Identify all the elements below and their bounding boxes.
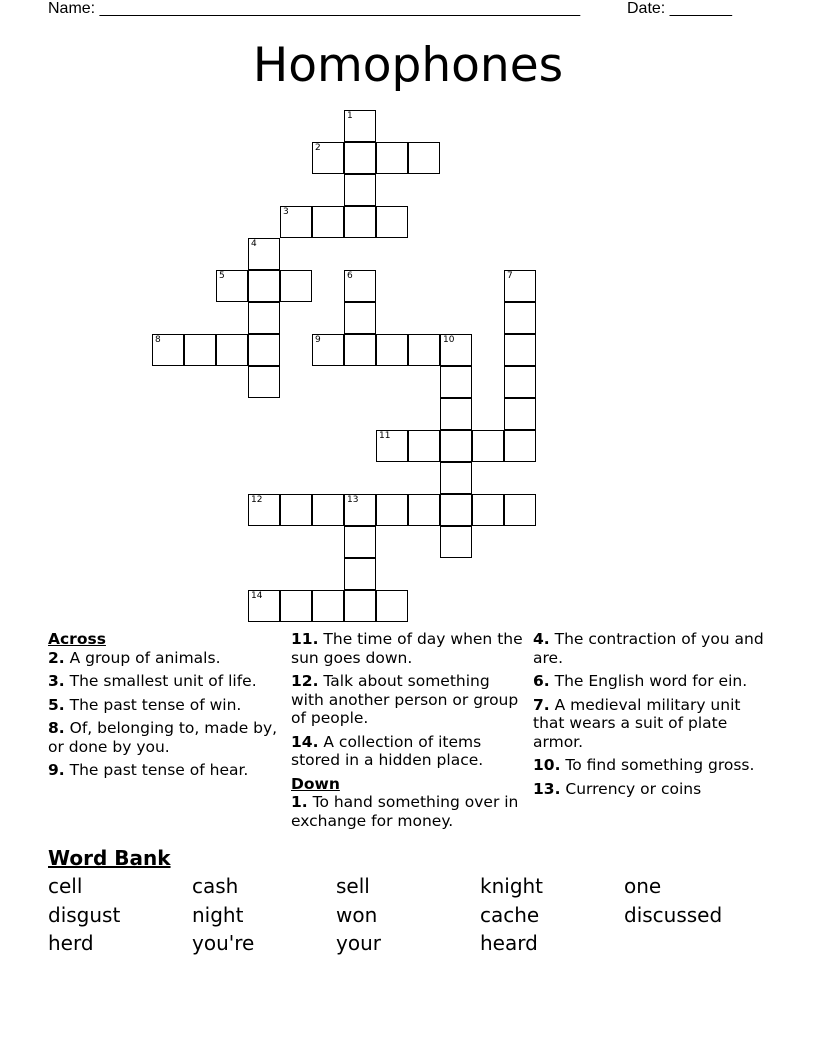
name-field-label[interactable]: Name: ______________________________________________________ <box>48 0 581 17</box>
cell-number: 10 <box>443 335 455 345</box>
cell-number: 8 <box>155 335 161 345</box>
crossword-cell[interactable] <box>408 430 440 462</box>
clue-number: 7. <box>533 695 550 714</box>
clue-item <box>48 761 284 780</box>
word-bank-word: sell <box>336 874 370 898</box>
word-bank-word: one <box>624 874 662 898</box>
clue-item <box>533 756 769 775</box>
crossword-cell[interactable] <box>376 494 408 526</box>
crossword-cell[interactable] <box>312 206 344 238</box>
crossword-cell[interactable] <box>248 590 280 622</box>
clue-item <box>533 672 769 691</box>
clue-text: To find something gross. <box>560 756 755 774</box>
cell-number: 13 <box>347 495 359 505</box>
word-bank-word: cash <box>192 874 239 898</box>
clue-text: The smallest unit of life. <box>64 672 257 690</box>
clue-text: A collection of items stored in a hidden place. <box>291 732 484 769</box>
crossword-cell[interactable] <box>504 302 536 334</box>
clue-text: The contraction of you and are. <box>533 630 764 667</box>
cell-number: 6 <box>347 271 353 281</box>
word-bank-word: won <box>336 903 378 927</box>
crossword-cell[interactable] <box>312 334 344 366</box>
clue-number: 4. <box>533 630 550 648</box>
crossword-cell[interactable] <box>344 590 376 622</box>
clue-number: 12. <box>291 672 319 690</box>
clue-number: 1. <box>291 793 308 811</box>
crossword-cell[interactable] <box>440 334 472 366</box>
crossword-cell[interactable] <box>344 558 376 590</box>
word-bank-word: disgust <box>48 903 121 927</box>
clue-item <box>291 793 527 830</box>
word-bank-title: Word Bank <box>48 846 171 870</box>
date-field-label[interactable]: Date: _______ <box>627 0 732 17</box>
crossword-cell[interactable] <box>216 334 248 366</box>
clues-column-1 <box>48 630 284 785</box>
word-bank-word: night <box>192 903 244 927</box>
cell-number: 12 <box>251 495 263 505</box>
crossword-cell[interactable] <box>344 206 376 238</box>
word-bank-word: discussed <box>624 903 723 927</box>
clue-number: 3. <box>48 672 65 690</box>
clue-text: Of, belonging to, made by, or done by you. <box>48 719 278 756</box>
crossword-cell[interactable] <box>504 334 536 366</box>
crossword-cell[interactable] <box>440 366 472 398</box>
crossword-cell[interactable] <box>344 174 376 206</box>
crossword-cell[interactable] <box>376 142 408 174</box>
clues-column-3 <box>533 630 769 803</box>
cell-number: 7 <box>507 271 513 281</box>
crossword-cell[interactable] <box>280 206 312 238</box>
word-bank-word: heard <box>480 931 538 955</box>
crossword-cell[interactable] <box>248 494 280 526</box>
clue-item <box>291 630 527 667</box>
crossword-cell[interactable] <box>344 302 376 334</box>
crossword-cell[interactable] <box>440 494 472 526</box>
clue-number: 9. <box>48 761 65 779</box>
clue-item <box>533 696 769 752</box>
crossword-cell[interactable] <box>248 270 280 302</box>
clues-column-2 <box>291 630 527 835</box>
clue-number: 5. <box>48 695 65 714</box>
clue-text: The past tense of hear. <box>64 761 249 779</box>
clue-item <box>291 672 527 728</box>
page-title: Homophones <box>252 38 564 93</box>
clue-number: 6. <box>533 672 550 690</box>
crossword-cell[interactable] <box>248 366 280 398</box>
crossword-cell[interactable] <box>472 430 504 462</box>
crossword-cell[interactable] <box>344 334 376 366</box>
across-heading: Across <box>48 630 106 648</box>
crossword-cell[interactable] <box>440 398 472 430</box>
clue-text: Currency or coins <box>560 779 702 798</box>
clue-text: The past tense of win. <box>64 695 242 714</box>
word-bank-word: your <box>336 931 381 955</box>
cell-number: 3 <box>283 207 289 217</box>
cell-number: 4 <box>251 239 257 249</box>
cell-number: 9 <box>315 335 321 345</box>
clue-number: 10. <box>533 756 561 774</box>
clue-text: A medieval military unit that wears a suit of plate armor. <box>533 695 741 751</box>
crossword-cell[interactable] <box>248 302 280 334</box>
crossword-cell[interactable] <box>504 494 536 526</box>
clue-number: 8. <box>48 719 65 737</box>
crossword-cell[interactable] <box>280 590 312 622</box>
crossword-cell[interactable] <box>504 366 536 398</box>
crossword-cell[interactable] <box>376 430 408 462</box>
crossword-cell[interactable] <box>472 494 504 526</box>
word-bank-word: cell <box>48 874 83 898</box>
clue-number: 2. <box>48 648 65 667</box>
crossword-cell[interactable] <box>440 526 472 558</box>
crossword-cell[interactable] <box>280 270 312 302</box>
word-bank-word: knight <box>480 874 544 898</box>
clue-text: The English word for ein. <box>549 672 748 690</box>
cell-number: 1 <box>347 111 353 121</box>
clue-item <box>291 733 527 770</box>
clue-text: A group of animals. <box>64 648 221 667</box>
crossword-cell[interactable] <box>312 494 344 526</box>
crossword-cell[interactable] <box>440 462 472 494</box>
crossword-cell[interactable] <box>408 494 440 526</box>
crossword-cell[interactable] <box>408 142 440 174</box>
crossword-cell[interactable] <box>312 590 344 622</box>
clue-number: 13. <box>533 779 561 798</box>
word-bank-word: herd <box>48 931 94 955</box>
crossword-cell[interactable] <box>216 270 248 302</box>
crossword-cell[interactable] <box>504 430 536 462</box>
clue-item <box>533 780 769 799</box>
crossword-cell[interactable] <box>248 238 280 270</box>
crossword-cell[interactable] <box>344 494 376 526</box>
crossword-cell[interactable] <box>376 334 408 366</box>
cell-number: 11 <box>379 431 391 441</box>
clue-number: 14. <box>291 732 319 751</box>
crossword-cell[interactable] <box>184 334 216 366</box>
clue-item <box>48 649 284 668</box>
crossword-cell[interactable] <box>344 270 376 302</box>
crossword-cell[interactable] <box>248 334 280 366</box>
clue-text: Talk about something with another person or group of people. <box>291 672 519 727</box>
word-bank-word: you're <box>192 931 255 955</box>
crossword-cell[interactable] <box>344 526 376 558</box>
clue-item <box>48 672 284 691</box>
crossword-cell[interactable] <box>376 590 408 622</box>
word-bank-word: cache <box>480 903 540 927</box>
crossword-cell[interactable] <box>280 494 312 526</box>
clue-text: To hand something over in exchange for money. <box>291 793 519 830</box>
down-heading: Down <box>291 774 340 793</box>
crossword-cell[interactable] <box>344 142 376 174</box>
clue-number: 11. <box>291 630 319 648</box>
crossword-cell[interactable] <box>440 430 472 462</box>
crossword-cell[interactable] <box>344 110 376 142</box>
cell-number: 14 <box>251 591 263 601</box>
clue-text: The time of day when the sun goes down. <box>291 630 523 667</box>
crossword-cell[interactable] <box>504 398 536 430</box>
crossword-cell[interactable] <box>312 142 344 174</box>
crossword-cell[interactable] <box>376 206 408 238</box>
cell-number: 2 <box>315 143 321 153</box>
clue-item <box>533 630 769 667</box>
crossword-cell[interactable] <box>504 270 536 302</box>
crossword-cell[interactable] <box>152 334 184 366</box>
crossword-cell[interactable] <box>408 334 440 366</box>
clue-item <box>48 719 284 756</box>
clue-item <box>48 696 284 715</box>
cell-number: 5 <box>219 271 225 281</box>
